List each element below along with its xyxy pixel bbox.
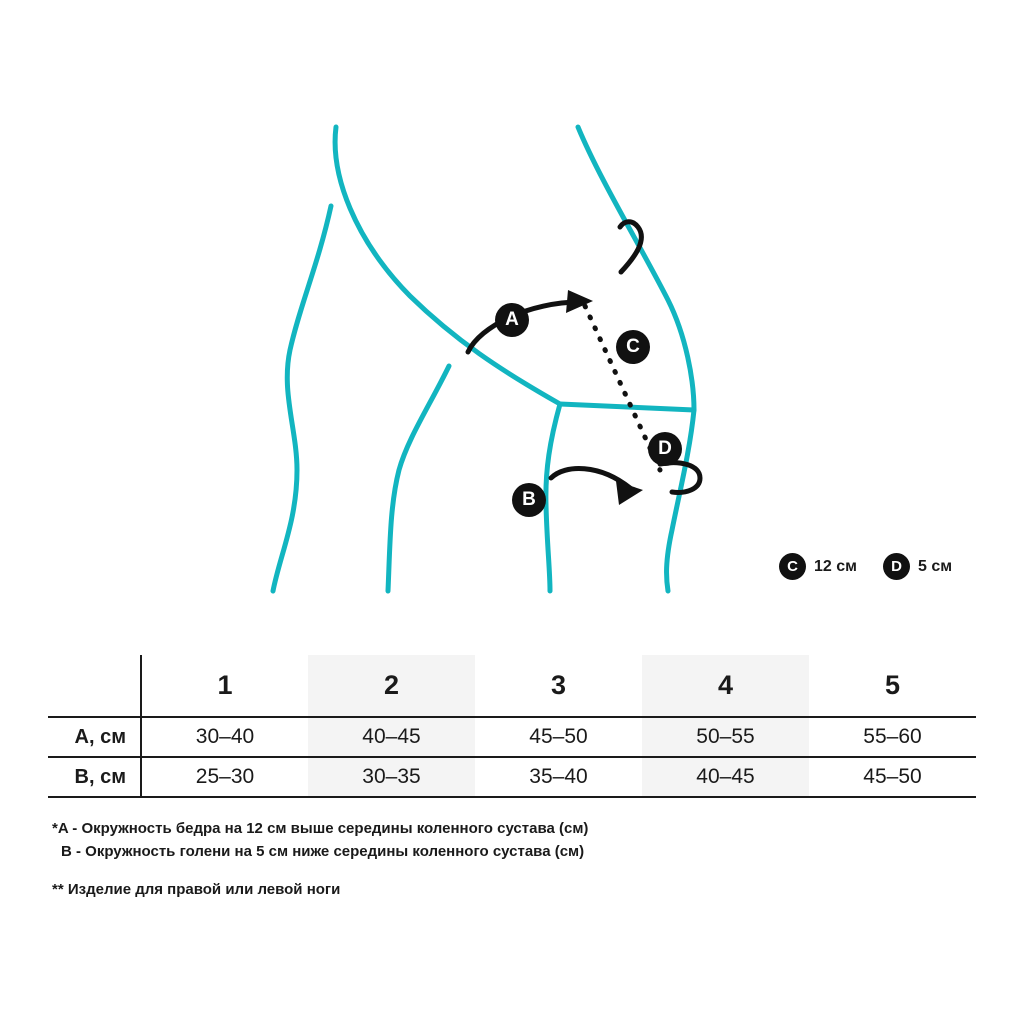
note-line: B - Окружность голени на 5 см ниже середины коленного сустава (см) <box>61 842 585 860</box>
table-column-header: 1 <box>217 670 233 700</box>
notes-block <box>52 818 952 902</box>
size-table <box>48 655 976 798</box>
row-label-a: A, см <box>48 717 141 757</box>
table-cell: 40–45 <box>642 757 809 797</box>
legend-text-d: 5 см <box>917 557 953 575</box>
legend-badge-c: C <box>779 553 806 580</box>
table-cell: 35–40 <box>529 765 588 788</box>
row-label-b: B, см <box>48 757 141 797</box>
marker-b-badge: B <box>512 483 546 517</box>
marker-d-badge: D <box>648 432 682 466</box>
table-column-header: 5 <box>884 670 901 700</box>
table-corner-cell <box>48 655 141 717</box>
legend <box>779 553 952 580</box>
table-cell: 45–50 <box>529 725 588 748</box>
note-line: *A - Окружность бедра на 12 см выше середины коленного сустава (см) <box>52 820 589 837</box>
table-cell: 55–60 <box>863 725 922 748</box>
table-column-header: 2 <box>308 655 475 717</box>
table-row <box>48 717 976 757</box>
table-column-header: 4 <box>642 655 809 717</box>
marker-c-badge: C <box>616 330 650 364</box>
table-cell: 30–40 <box>195 725 255 748</box>
arrow-a <box>468 290 593 352</box>
table-row <box>48 757 976 797</box>
legend-text-c: 12 см <box>814 557 857 575</box>
table-cell: 45–50 <box>863 765 922 788</box>
arrow-b <box>551 469 643 505</box>
legend-badge-d: D <box>883 553 910 580</box>
table-cell: 50–55 <box>642 717 809 757</box>
marker-a-badge: A <box>495 303 529 337</box>
table-cell: 40–45 <box>308 717 475 757</box>
table-cell: 30–35 <box>308 757 475 797</box>
table-header-row <box>48 655 976 717</box>
note-line: ** Изделие для правой или левой ноги <box>52 881 341 898</box>
table-cell: 25–30 <box>195 765 255 788</box>
table-column-header: 3 <box>550 670 567 700</box>
